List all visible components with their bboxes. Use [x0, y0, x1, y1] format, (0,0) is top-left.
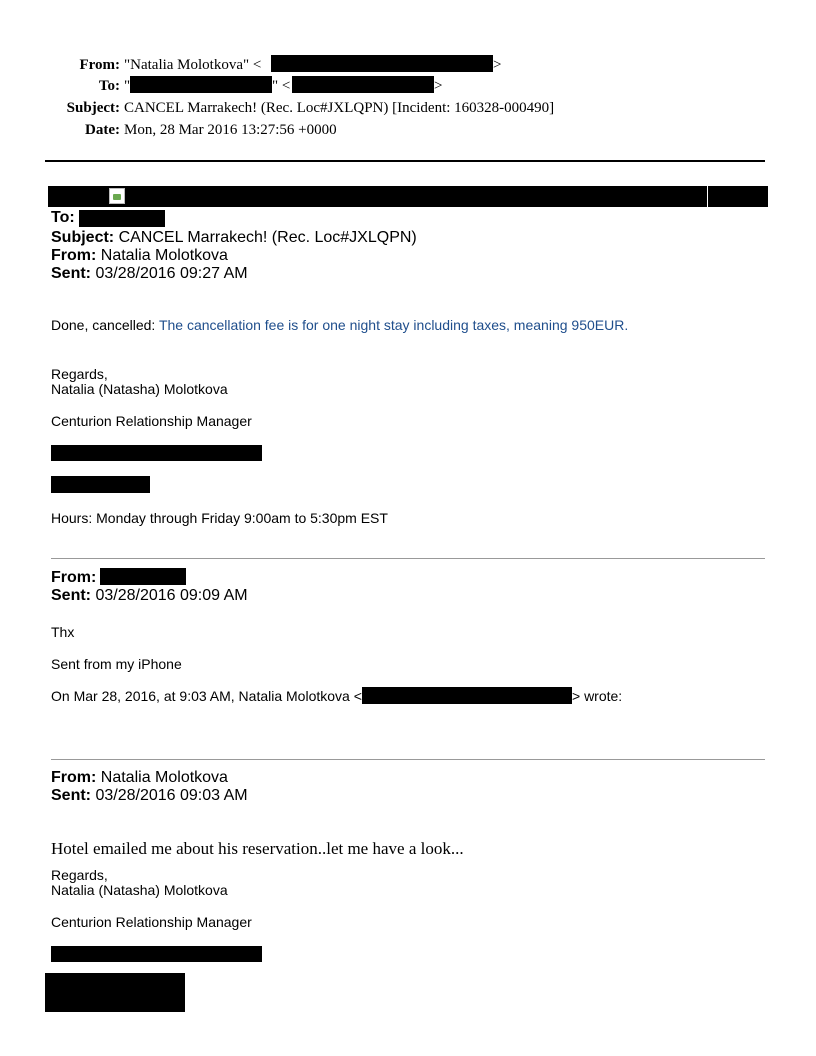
message-2-quote-prefix: On Mar 28, 2016, at 9:03 AM, Natalia Molotkova < — [51, 688, 362, 704]
message-1-subject-label: Subject: — [51, 229, 115, 246]
message-2-from-row — [51, 569, 96, 587]
message-1-subject-row — [51, 229, 417, 247]
header-to-open: " — [124, 78, 131, 94]
message-2-quote-line — [51, 688, 623, 704]
message-divider-1 — [51, 558, 765, 559]
message-1-regards: Regards, — [51, 366, 108, 382]
header-from-close: > — [493, 57, 502, 73]
message-1-sent-value: 03/28/2016 09:27 AM — [95, 265, 248, 282]
redacted-signature-line-3 — [51, 946, 262, 962]
message-3-body: Hotel emailed me about his reservation..let me have a look... — [51, 839, 464, 858]
message-3-from-row — [51, 769, 228, 787]
message-1-body-highlight: The cancellation fee is for one night stay including taxes, meaning 950EUR. — [158, 317, 629, 333]
message-1-from-row — [51, 247, 228, 265]
message-3-sent-value: 03/28/2016 09:03 AM — [95, 787, 248, 804]
message-3-signature-title: Centurion Relationship Manager — [51, 914, 252, 930]
message-3-signature-name: Natalia (Natasha) Molotkova — [51, 882, 228, 898]
header-subject-label: Subject: — [66, 100, 120, 116]
message-3-regards: Regards, — [51, 867, 108, 883]
redacted-quote-email — [362, 687, 572, 704]
message-1-sent-label: Sent: — [51, 265, 91, 282]
redacted-from-email — [271, 55, 493, 72]
redacted-to-email — [292, 76, 434, 93]
message-1-signature-title: Centurion Relationship Manager — [51, 413, 252, 429]
header-to-close: > — [434, 78, 443, 94]
message-3-from-label: From: — [51, 769, 97, 786]
message-2-sent-label: Sent: — [51, 587, 91, 604]
redacted-banner — [48, 186, 768, 207]
header-to-mid: " < — [272, 78, 291, 94]
message-1-to-label: To: — [51, 209, 75, 226]
header-date-label: Date: — [85, 122, 120, 138]
message-1-sent-row — [51, 265, 248, 283]
header-divider — [45, 160, 765, 162]
redacted-signature-line-2 — [51, 476, 150, 493]
header-date-value: Mon, 28 Mar 2016 13:27:56 +0000 — [124, 122, 337, 138]
header-from-value: "Natalia Molotkova" < — [124, 57, 262, 73]
header-from-label: From: — [79, 57, 120, 73]
message-3-sent-label: Sent: — [51, 787, 91, 804]
message-1-subject-value: CANCEL Marrakech! (Rec. Loc#JXLQPN) — [118, 229, 417, 246]
message-1-hours: Hours: Monday through Friday 9:00am to 5:30pm EST — [51, 510, 388, 526]
redacted-message-1-to — [79, 210, 165, 227]
message-3-sent-row — [51, 787, 248, 805]
message-2-sent-row — [51, 587, 248, 605]
message-2-sent-from: Sent from my iPhone — [51, 656, 182, 672]
redacted-signature-block — [45, 973, 185, 1012]
message-2-quote-suffix: > wrote: — [572, 688, 623, 704]
banner-separator — [707, 186, 708, 207]
broken-image-icon — [109, 188, 125, 204]
header-to-label: To: — [98, 78, 120, 94]
message-1-signature-name: Natalia (Natasha) Molotkova — [51, 381, 228, 397]
message-divider-2 — [51, 759, 765, 760]
redacted-signature-line-1 — [51, 445, 262, 461]
message-2-from-label: From: — [51, 569, 97, 586]
message-3-from-value: Natalia Molotkova — [100, 769, 228, 786]
message-1-to-row — [51, 209, 75, 227]
message-1-from-label: From: — [51, 247, 97, 264]
message-2-body: Thx — [51, 624, 75, 640]
redacted-to-name — [130, 76, 272, 93]
message-1-body — [51, 317, 628, 333]
message-1-body-prefix: Done, cancelled: — [51, 317, 159, 333]
header-subject-value: CANCEL Marrakech! (Rec. Loc#JXLQPN) [Incident: 160328-000490] — [124, 100, 555, 116]
message-1-from-value: Natalia Molotkova — [100, 247, 228, 264]
message-2-sent-value: 03/28/2016 09:09 AM — [95, 587, 248, 604]
redacted-message-2-from — [100, 568, 186, 585]
